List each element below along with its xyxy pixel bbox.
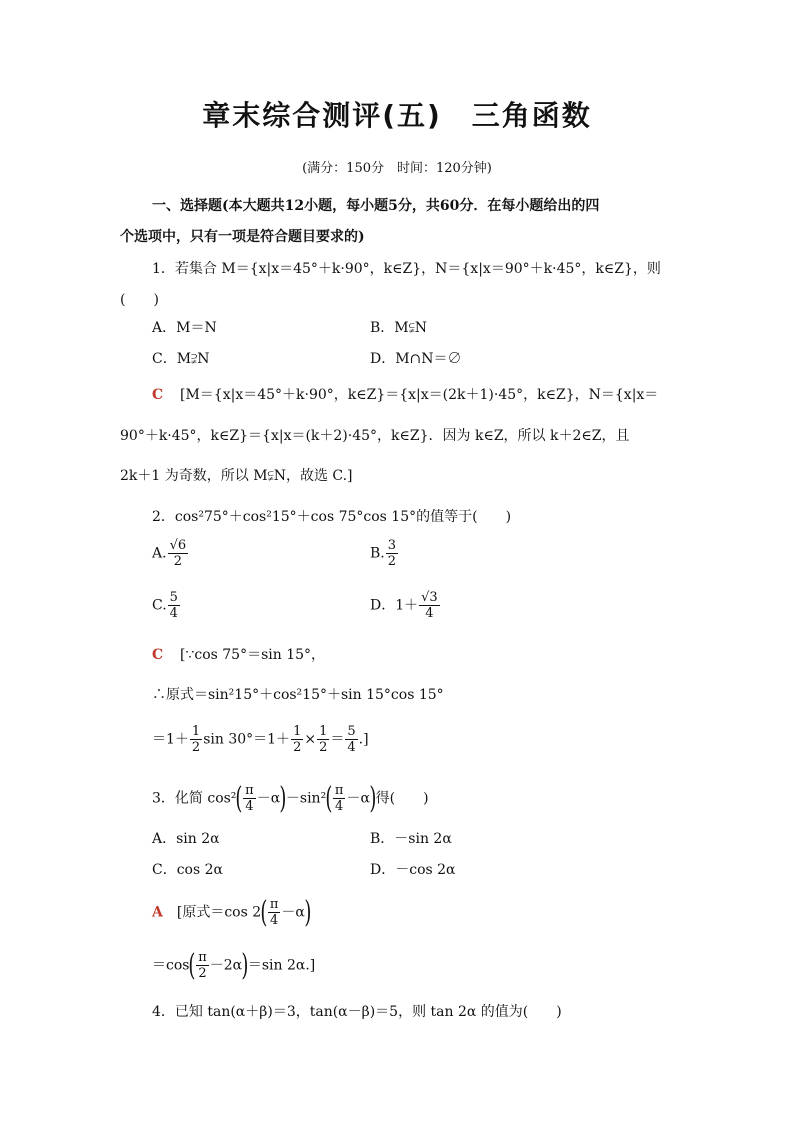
q3-option-a: A．sin 2α: [152, 831, 220, 847]
fraction-pi-over-2: [196, 950, 209, 981]
q2-sol3-part-b: sin 30°＝1＋: [203, 731, 291, 748]
q2-option-d: [370, 590, 441, 621]
numerator: π: [245, 783, 254, 798]
q3-option-b: B．－sin 2α: [370, 831, 452, 847]
q1-blank: ( ): [120, 292, 159, 308]
right-paren: ): [241, 947, 249, 983]
equals-sign: ＝: [330, 731, 345, 748]
q3-sol1-text: [原式＝cos 2: [176, 904, 262, 921]
q2-option-d-fraction: [419, 590, 440, 621]
q2-option-b-label: B.: [370, 545, 385, 562]
q1-answer: C: [152, 387, 164, 403]
q2-option-c: [152, 590, 181, 621]
q3-answer: A: [152, 904, 163, 921]
right-paren: ): [369, 780, 377, 816]
q1-option-d: D．M∩N＝∅: [370, 351, 462, 367]
q1-option-c: C．M⫌N: [152, 351, 210, 367]
left-paren: (: [235, 780, 243, 816]
denominator: 4: [245, 799, 254, 814]
q3-stem: [152, 780, 429, 816]
q2-solution-line2: ∴原式＝sin²15°＋cos²15°＋sin 15°cos 15°: [152, 687, 444, 703]
minus-alpha: －α: [281, 904, 305, 921]
numerator: 3: [387, 538, 397, 553]
section-heading-line1: 一、选择题(本大题共12小题，每小题5分，共60分．在每小题给出的四: [152, 198, 600, 214]
q2-stem: 2．cos²75°＋cos²15°＋cos 75°cos 15°的值等于( ): [152, 509, 512, 525]
numerator: π: [269, 897, 279, 912]
q3-stem-part-a: 3．化简 cos²: [152, 790, 237, 807]
q1-option-a: A．M＝N: [152, 320, 217, 336]
fraction-result: [345, 724, 357, 755]
denominator: 2: [191, 740, 201, 755]
q2-sol3-part-a: ＝1＋: [152, 731, 189, 748]
numerator: π: [334, 783, 344, 798]
fraction-half: [291, 724, 303, 755]
q3-option-c: C．cos 2α: [152, 862, 223, 878]
denominator: 4: [425, 606, 434, 621]
q3-sol2-part-b: ＝sin 2α.]: [247, 957, 316, 974]
q3-solution-line2: [152, 947, 316, 983]
q2-answer: C: [152, 647, 164, 663]
denominator: 4: [270, 913, 279, 928]
right-paren: ): [279, 780, 287, 816]
page-title: 章末综合测评(五) 三角函数: [202, 99, 592, 132]
denominator: 2: [173, 554, 182, 569]
right-paren: ): [304, 894, 312, 930]
numerator: 5: [169, 590, 178, 605]
fraction-half: [317, 724, 329, 755]
minus-alpha: －α: [346, 790, 370, 807]
q2-option-a: [152, 538, 189, 569]
denominator: 2: [387, 554, 397, 569]
q1-solution-line2: 90°＋k·45°，k∈Z}＝{x|x＝(k＋2)·45°，k∈Z}．因为 k∈Z，所以 k＋2∈Z，且: [120, 428, 630, 444]
q2-option-a-fraction: [168, 538, 189, 569]
denominator: 4: [347, 740, 356, 755]
page-subtitle: (满分：150分 时间：120分钟): [302, 161, 492, 176]
minus-alpha: －α: [256, 790, 281, 807]
denominator: 4: [169, 606, 178, 621]
q1-solution-line3: 2k＋1 为奇数，所以 M⫋N，故选 C.]: [120, 468, 353, 484]
times-sign: ×: [304, 731, 317, 748]
numerator: √6: [169, 538, 187, 553]
left-paren: (: [260, 894, 268, 930]
left-paren: (: [188, 947, 196, 983]
fraction-pi-over-4: [268, 897, 281, 928]
q2-option-b: [370, 538, 399, 569]
q3-option-d: D．－cos 2α: [370, 862, 456, 878]
section-heading-line2: 个选项中，只有一项是符合题目要求的): [120, 229, 365, 245]
q2-solution-line3: [152, 724, 369, 755]
numerator: √3: [421, 590, 438, 605]
minus-2alpha: －2α: [209, 957, 243, 974]
q1-option-b: B．M⫋N: [370, 320, 428, 336]
q4-stem: 4．已知 tan(α＋β)＝3，tan(α－β)＝5，则 tan 2α 的值为( ): [152, 1004, 562, 1020]
left-paren: (: [325, 780, 333, 816]
numerator: 1: [293, 724, 302, 739]
numerator: π: [198, 950, 207, 965]
q2-option-d-label: D．1＋: [370, 597, 419, 614]
denominator: 2: [198, 966, 207, 981]
numerator: 5: [347, 724, 356, 739]
q1-stem: 1．若集合 M＝{x|x＝45°＋k·90°，k∈Z}，N＝{x|x＝90°＋k·45°，k∈Z}，则: [152, 261, 661, 277]
denominator: 2: [293, 740, 302, 755]
q2-option-c-label: C.: [152, 597, 167, 614]
q3-stem-part-c: 得( ): [375, 790, 429, 807]
q2-option-a-label: A.: [152, 545, 167, 562]
fraction-pi-over-4: [333, 783, 346, 814]
denominator: 2: [319, 740, 328, 755]
numerator: 1: [319, 724, 328, 739]
q2-option-c-fraction: [168, 590, 180, 621]
denominator: 4: [335, 799, 344, 814]
q2-option-b-fraction: [386, 538, 398, 569]
fraction-pi-over-4: [243, 783, 256, 814]
q2-solution-line1: [∵cos 75°＝sin 15°，: [180, 647, 326, 663]
fraction-half: [190, 724, 202, 755]
q1-solution-line1: [M＝{x|x＝45°＋k·90°，k∈Z}＝{x|x＝(2k＋1)·45°，k∈Z}，N＝{x|x＝: [180, 387, 659, 403]
numerator: 1: [191, 724, 201, 739]
q3-sol2-part-a: ＝cos: [152, 957, 190, 974]
q3-stem-part-b: －sin²: [285, 790, 327, 807]
q3-solution-line1: [152, 894, 312, 930]
q2-sol3-end: .]: [358, 731, 369, 748]
